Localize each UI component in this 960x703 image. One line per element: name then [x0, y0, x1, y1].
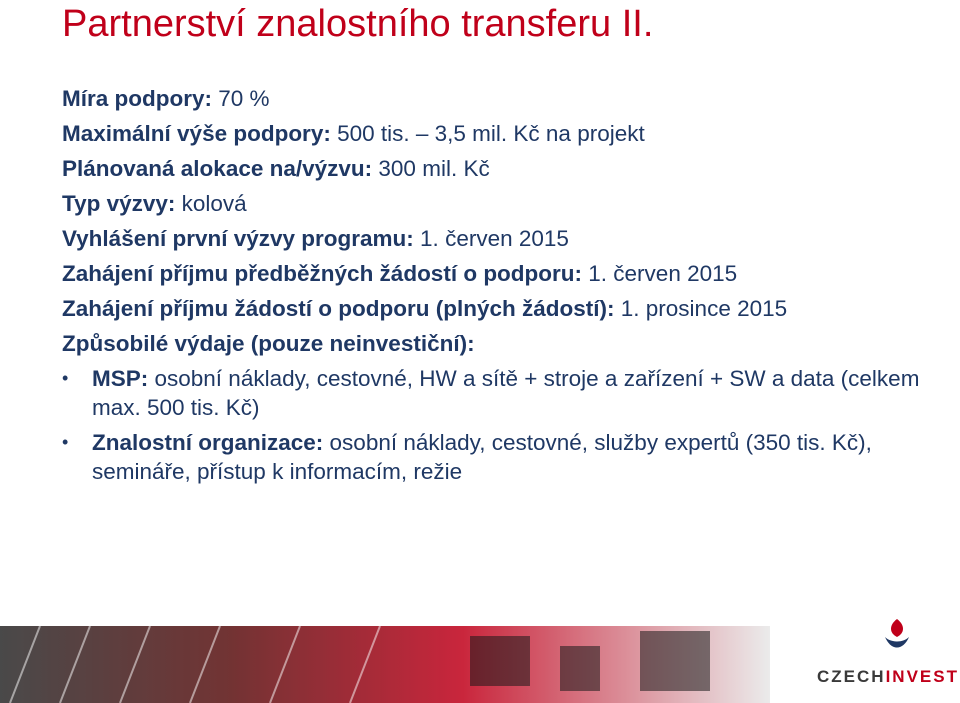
slide-content	[62, 84, 942, 492]
footer-photo-strip	[0, 626, 770, 703]
line-zpusobile-vydaje	[62, 329, 942, 358]
line-value: 1. prosince 2015	[614, 296, 788, 321]
line-plne-zadosti	[62, 294, 942, 323]
logo-word-czech: CZECH	[817, 667, 886, 686]
line-typ-vyzvy	[62, 189, 942, 218]
bullet-icon: •	[62, 368, 69, 388]
bullet-label: MSP:	[92, 366, 149, 391]
line-label: Zahájení příjmu předběžných žádostí o podporu:	[62, 261, 583, 286]
line-planovana-alokace	[62, 154, 942, 183]
bullet-icon: •	[62, 432, 69, 452]
line-value: 1. červen 2015	[582, 261, 738, 286]
expense-list	[62, 364, 942, 486]
line-label: Zahájení příjmu žádostí o podporu (plných žádostí):	[62, 296, 615, 321]
logo-word-invest: INVEST	[885, 667, 959, 686]
line-predbezne-zadosti	[62, 259, 942, 288]
slide-title: Partnerství znalostního transferu II.	[62, 3, 654, 45]
line-label: Míra podpory:	[62, 86, 212, 111]
list-item-msp	[62, 364, 942, 422]
line-value: 1. červen 2015	[413, 226, 569, 251]
line-value: kolová	[175, 191, 247, 216]
bullet-value: osobní náklady, cestovné, HW a sítě + stroje a zařízení + SW a data (celkem max. 500 tis. Kč)	[92, 366, 920, 420]
line-label: Způsobilé výdaje (pouze neinvestiční):	[62, 331, 475, 356]
line-mira-podpory	[62, 84, 942, 113]
logo-mark-icon	[877, 617, 917, 653]
list-item-znalostni-organizace	[62, 428, 942, 486]
line-label: Vyhlášení první výzvy programu:	[62, 226, 414, 251]
footer-decoration	[0, 626, 770, 703]
czechinvest-logo	[817, 617, 959, 687]
line-vyhlaseni	[62, 224, 942, 253]
line-value: 70 %	[212, 86, 270, 111]
logo-wordmark	[817, 667, 959, 687]
bullet-label: Znalostní organizace:	[92, 430, 324, 455]
bullet-value: osobní náklady, cestovné, služby expertů (350 tis. Kč), semináře, přístup k informacím, režie	[92, 430, 872, 484]
line-value: 300 mil. Kč	[372, 156, 490, 181]
line-label: Plánovaná alokace na/výzvu:	[62, 156, 373, 181]
line-maximalni-vyse	[62, 119, 942, 148]
line-label: Maximální výše podpory:	[62, 121, 331, 146]
line-value: 500 tis. – 3,5 mil. Kč na projekt	[330, 121, 645, 146]
line-label: Typ výzvy:	[62, 191, 176, 216]
